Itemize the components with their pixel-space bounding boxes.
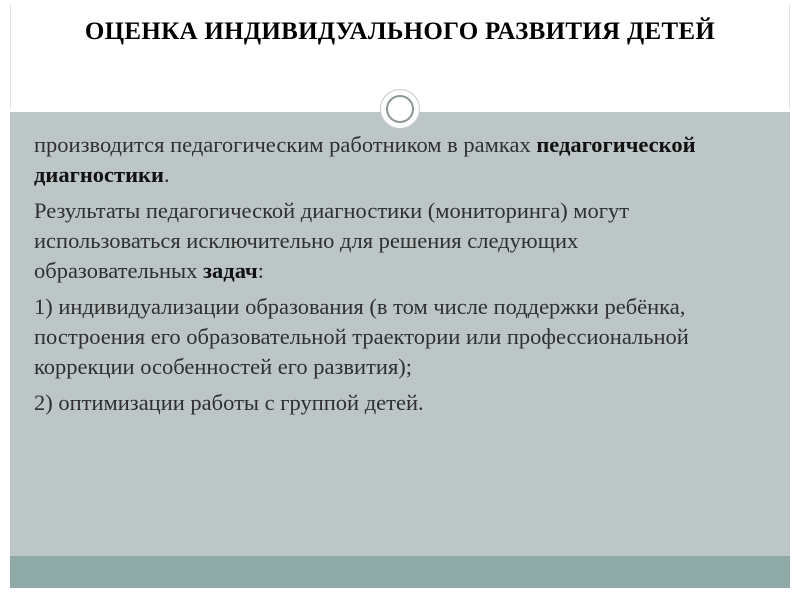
paragraph-results-text: Результаты педагогической диагностики (мониторинга) могут использоваться исключительно для решения следующих образовательных xyxy=(34,198,630,283)
slide-title: ОЦЕНКА ИНДИВИДУАЛЬНОГО РАЗВИТИЯ ДЕТЕЙ xyxy=(84,18,716,45)
footer-bar xyxy=(10,556,790,588)
paragraph-results xyxy=(34,196,734,286)
paragraph-intro-end: . xyxy=(163,162,170,187)
paragraph-results-bold: задач xyxy=(203,258,258,283)
list-item-1: 1) индивидуализации образования (в том числе поддержки ребёнка, построения его образовательной траектории или профессиональной коррекции особенностей его развития); xyxy=(34,294,689,379)
circle-ring-icon xyxy=(386,95,414,123)
list-item-2: 2) оптимизации работы с группой детей. xyxy=(34,390,424,415)
paragraph-results-end: : xyxy=(257,258,264,283)
paragraph-intro-text: производится педагогическим работником в рамках xyxy=(34,132,537,157)
paragraph-intro-bold: педагогической диагностики xyxy=(34,132,696,187)
slide-body xyxy=(34,130,734,424)
divider-circle-icon xyxy=(380,89,420,129)
paragraph-intro xyxy=(34,130,734,190)
